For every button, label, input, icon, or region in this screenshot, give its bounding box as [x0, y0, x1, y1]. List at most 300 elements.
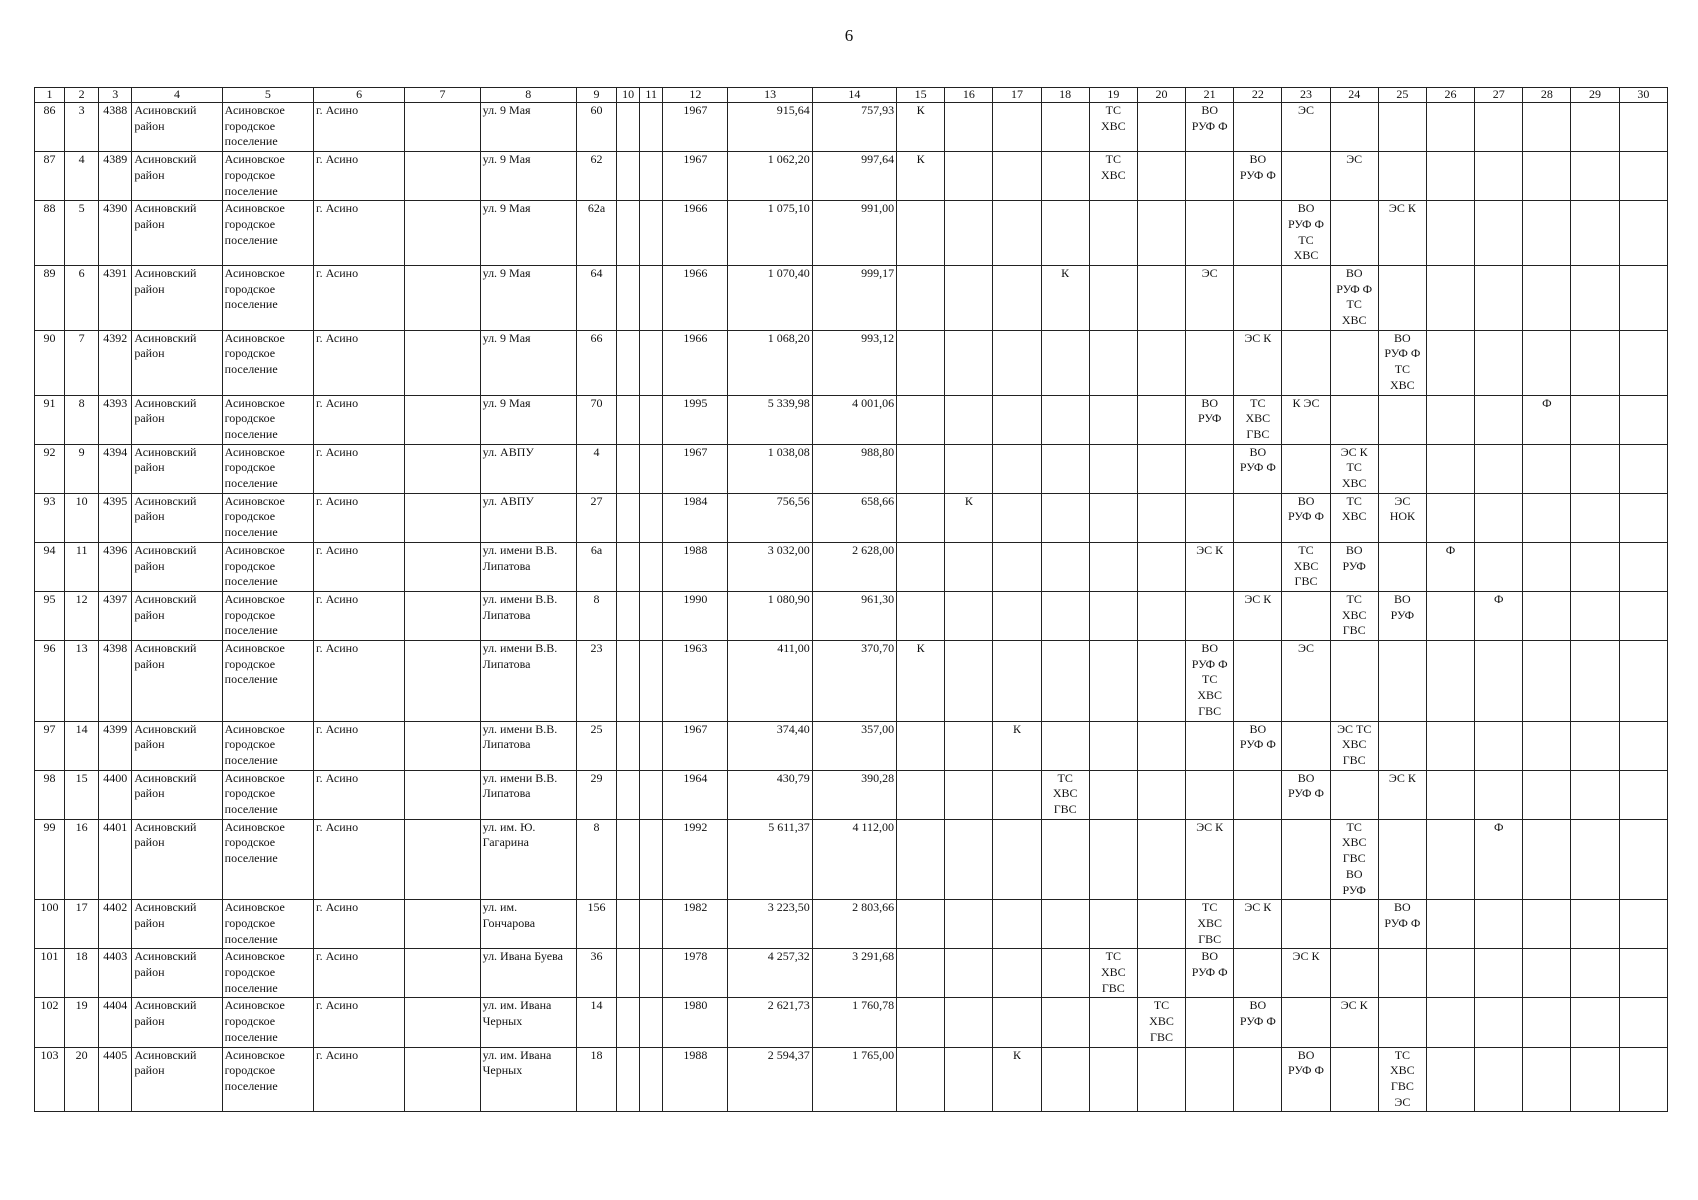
col-10 [617, 900, 640, 949]
row-index: 9 [65, 444, 99, 493]
district-line: Асиновский [134, 949, 197, 964]
work-col-17-line: К [1012, 1047, 1021, 1062]
table-row [35, 542, 1668, 591]
settlement [222, 444, 313, 493]
col-11 [640, 395, 663, 444]
col-10 [617, 591, 640, 640]
work-col-18 [1041, 444, 1089, 493]
row-index: 15 [65, 770, 99, 819]
table-row [35, 591, 1668, 640]
area-total: 756,56 [728, 493, 812, 542]
row-index: 3 [65, 103, 99, 152]
work-col-24 [1330, 1047, 1378, 1112]
settlement [222, 330, 313, 395]
column-header: 15 [897, 88, 945, 103]
col-7 [405, 265, 480, 330]
work-col-25 [1378, 493, 1426, 542]
work-col-27 [1475, 265, 1523, 330]
city: г. Асино [314, 265, 405, 330]
work-col-21 [1186, 444, 1234, 493]
work-col-25 [1378, 900, 1426, 949]
work-col-25 [1378, 201, 1426, 266]
work-col-25-line: ТС [1394, 1047, 1411, 1062]
work-col-30 [1619, 265, 1667, 330]
work-col-19-line: ГВС [1101, 980, 1125, 995]
column-header: 8 [480, 88, 576, 103]
work-col-29 [1571, 998, 1619, 1047]
district-line: Асиновский [134, 201, 197, 216]
object-id: 4389 [99, 152, 132, 201]
city: г. Асино [314, 444, 405, 493]
col-10 [617, 721, 640, 770]
work-col-17-line: К [1012, 721, 1021, 736]
work-col-24 [1330, 330, 1378, 395]
work-col-17 [993, 641, 1041, 722]
object-id: 4398 [99, 641, 132, 722]
work-col-21 [1186, 542, 1234, 591]
work-col-16 [945, 1047, 993, 1112]
city: г. Асино [314, 998, 405, 1047]
work-col-20 [1137, 998, 1185, 1047]
district-line: Асиновский [134, 493, 197, 508]
work-col-24 [1330, 444, 1378, 493]
work-col-18 [1041, 819, 1089, 900]
work-col-20 [1137, 444, 1185, 493]
col-11 [640, 542, 663, 591]
build-year: 1964 [663, 770, 728, 819]
street-line: ул. им. Ю. [482, 819, 536, 834]
district-line: район [134, 915, 165, 930]
district-line: Асиновский [134, 152, 197, 167]
work-col-16 [945, 770, 993, 819]
work-col-27 [1475, 641, 1523, 722]
settlement-line: городское [224, 1063, 276, 1078]
work-col-26 [1426, 395, 1474, 444]
street [480, 949, 576, 998]
build-year: 1967 [663, 721, 728, 770]
work-col-25 [1378, 1047, 1426, 1112]
settlement-line: поселение [224, 980, 278, 995]
settlement-line: Асиновское [224, 152, 285, 167]
row-index: 14 [65, 721, 99, 770]
work-col-29 [1571, 330, 1619, 395]
work-col-21-line: РУФ Ф [1191, 965, 1228, 980]
work-col-21 [1186, 265, 1234, 330]
work-col-18-line: К [1061, 265, 1070, 280]
work-col-24-line: ХВС [1341, 835, 1367, 850]
work-col-23-line: ВО [1297, 1047, 1315, 1062]
work-col-21 [1186, 330, 1234, 395]
col-11 [640, 103, 663, 152]
work-col-15 [897, 900, 945, 949]
work-col-18 [1041, 1047, 1089, 1112]
work-col-20 [1137, 591, 1185, 640]
district-line: Асиновский [134, 1047, 197, 1062]
street-line: ул. 9 Мая [482, 152, 531, 167]
work-col-22 [1234, 770, 1282, 819]
work-col-21-line: ТС [1202, 672, 1218, 687]
settlement-line: городское [224, 460, 276, 475]
city: г. Асино [314, 330, 405, 395]
district-line: район [134, 965, 165, 980]
district-line: Асиновский [134, 591, 197, 606]
work-col-25-line: ВО [1394, 900, 1411, 915]
work-col-24-line: ВО [1345, 265, 1363, 280]
work-col-21-line: ТС [1202, 900, 1218, 915]
object-id: 4405 [99, 1047, 132, 1112]
work-col-26 [1426, 542, 1474, 591]
build-year: 1966 [663, 330, 728, 395]
work-col-20 [1137, 949, 1185, 998]
col-7 [405, 949, 480, 998]
district-line: район [134, 656, 165, 671]
work-col-23 [1282, 1047, 1330, 1112]
settlement-line: поселение [224, 426, 278, 441]
work-col-23-line: ТС [1298, 542, 1314, 557]
work-col-26 [1426, 949, 1474, 998]
work-col-19 [1089, 900, 1137, 949]
district-line: Асиновский [134, 265, 197, 280]
settlement-line: Асиновское [224, 900, 285, 915]
work-col-23-line: ЭС [1298, 641, 1314, 656]
work-col-24 [1330, 998, 1378, 1047]
work-col-19 [1089, 591, 1137, 640]
work-col-21-line: РУФ Ф [1191, 656, 1228, 671]
work-col-21-line: ВО [1201, 395, 1219, 410]
build-year: 1967 [663, 152, 728, 201]
work-col-27 [1475, 819, 1523, 900]
work-col-18 [1041, 265, 1089, 330]
build-year: 1966 [663, 265, 728, 330]
work-col-28-line: Ф [1542, 395, 1552, 410]
area-total: 2 594,37 [728, 1047, 812, 1112]
settlement [222, 1047, 313, 1112]
work-col-29 [1571, 152, 1619, 201]
work-col-28 [1523, 721, 1571, 770]
work-col-23-line: РУФ Ф [1288, 216, 1324, 231]
settlement-line: поселение [224, 183, 278, 198]
district [132, 949, 222, 998]
area-total: 3 032,00 [728, 542, 812, 591]
build-year: 1966 [663, 201, 728, 266]
work-col-22 [1234, 330, 1282, 395]
col-7 [405, 330, 480, 395]
settlement-line: поселение [224, 623, 278, 638]
work-col-22 [1234, 900, 1282, 949]
object-id: 4396 [99, 542, 132, 591]
work-col-25-line: РУФ [1390, 607, 1415, 622]
work-col-24-line: ВО [1345, 866, 1363, 881]
settlement [222, 641, 313, 722]
work-col-29 [1571, 395, 1619, 444]
work-col-21 [1186, 493, 1234, 542]
work-col-19-line: ХВС [1100, 118, 1126, 133]
settlement-line: Асиновское [224, 770, 285, 785]
work-col-19 [1089, 103, 1137, 152]
column-header: 29 [1571, 88, 1619, 103]
house-number: 23 [576, 641, 616, 722]
settlement-line: Асиновское [224, 641, 285, 656]
work-col-15 [897, 152, 945, 201]
work-col-19 [1089, 395, 1137, 444]
street-line: ул. 9 Мая [482, 201, 531, 216]
work-col-17 [993, 721, 1041, 770]
col-7 [405, 103, 480, 152]
work-col-15 [897, 770, 945, 819]
object-id: 4403 [99, 949, 132, 998]
row-number: 97 [35, 721, 65, 770]
col-7 [405, 591, 480, 640]
work-col-20 [1137, 542, 1185, 591]
house-number: 27 [576, 493, 616, 542]
area-living: 1 760,78 [812, 998, 896, 1047]
work-col-30 [1619, 819, 1667, 900]
work-col-30 [1619, 542, 1667, 591]
work-col-15 [897, 103, 945, 152]
work-col-15 [897, 201, 945, 266]
row-number: 94 [35, 542, 65, 591]
work-col-23 [1282, 330, 1330, 395]
table-row [35, 900, 1668, 949]
area-living: 390,28 [812, 770, 896, 819]
work-col-23-line: РУФ Ф [1288, 1063, 1324, 1078]
column-number-header [35, 88, 1668, 103]
col-11 [640, 770, 663, 819]
district [132, 330, 222, 395]
work-col-18 [1041, 201, 1089, 266]
work-col-25-line: ХВС [1390, 1063, 1415, 1078]
work-col-21-line: ВО [1201, 949, 1219, 964]
work-col-22 [1234, 998, 1282, 1047]
work-col-23 [1282, 395, 1330, 444]
street-line: Липатова [482, 737, 531, 752]
work-col-27 [1475, 493, 1523, 542]
street [480, 900, 576, 949]
street [480, 542, 576, 591]
district-line: Асиновский [134, 103, 197, 117]
work-col-30 [1619, 152, 1667, 201]
work-col-23 [1282, 265, 1330, 330]
work-col-15 [897, 641, 945, 722]
col-10 [617, 1047, 640, 1112]
work-col-25-line: НОК [1389, 509, 1416, 524]
district-line: район [134, 346, 165, 361]
col-10 [617, 819, 640, 900]
work-col-15 [897, 591, 945, 640]
work-col-15-line: К [916, 641, 925, 656]
work-col-25 [1378, 542, 1426, 591]
col-11 [640, 330, 663, 395]
col-10 [617, 330, 640, 395]
work-col-28 [1523, 265, 1571, 330]
work-col-18 [1041, 542, 1089, 591]
work-col-27 [1475, 395, 1523, 444]
settlement-line: городское [224, 965, 276, 980]
work-col-22 [1234, 103, 1282, 152]
work-col-30 [1619, 641, 1667, 722]
work-col-19 [1089, 1047, 1137, 1112]
work-col-23 [1282, 900, 1330, 949]
work-col-22 [1234, 591, 1282, 640]
work-col-17 [993, 103, 1041, 152]
work-col-18 [1041, 721, 1089, 770]
col-7 [405, 493, 480, 542]
col-10 [617, 103, 640, 152]
work-col-22-line: ЭС К [1244, 591, 1272, 606]
district-line: район [134, 835, 165, 850]
work-col-17 [993, 900, 1041, 949]
build-year: 1967 [663, 103, 728, 152]
work-col-19 [1089, 493, 1137, 542]
work-col-29 [1571, 770, 1619, 819]
work-col-21-line: ЭС К [1196, 819, 1224, 834]
settlement-line: городское [224, 915, 276, 930]
work-col-30 [1619, 330, 1667, 395]
area-total: 4 257,32 [728, 949, 812, 998]
work-col-19 [1089, 949, 1137, 998]
column-header: 12 [663, 88, 728, 103]
work-col-27 [1475, 721, 1523, 770]
work-col-16 [945, 591, 993, 640]
settlement-line: городское [224, 509, 276, 524]
work-col-24 [1330, 152, 1378, 201]
district-line: Асиновский [134, 770, 197, 785]
work-col-22 [1234, 152, 1282, 201]
settlement-line: поселение [224, 672, 278, 687]
work-col-30 [1619, 998, 1667, 1047]
settlement-line: поселение [224, 297, 278, 312]
work-col-19-line: ТС [1105, 103, 1121, 117]
district-line: Асиновский [134, 819, 197, 834]
work-col-18 [1041, 395, 1089, 444]
settlement-line: Асиновское [224, 998, 285, 1013]
settlement-line: поселение [224, 232, 278, 247]
work-col-27 [1475, 103, 1523, 152]
house-number: 62а [576, 201, 616, 266]
work-col-25 [1378, 641, 1426, 722]
col-11 [640, 1047, 663, 1112]
work-col-15 [897, 998, 945, 1047]
work-col-24-line: РУФ [1342, 558, 1366, 573]
district [132, 201, 222, 266]
settlement [222, 591, 313, 640]
work-col-29 [1571, 201, 1619, 266]
work-col-23 [1282, 591, 1330, 640]
row-number: 100 [35, 900, 65, 949]
col-10 [617, 444, 640, 493]
work-col-22 [1234, 444, 1282, 493]
table-row [35, 770, 1668, 819]
area-living: 991,00 [812, 201, 896, 266]
work-col-19 [1089, 770, 1137, 819]
settlement-line: поселение [224, 1078, 278, 1093]
settlement-line: Асиновское [224, 542, 285, 557]
work-col-19 [1089, 152, 1137, 201]
work-col-17 [993, 493, 1041, 542]
work-col-18 [1041, 641, 1089, 722]
column-header: 6 [314, 88, 405, 103]
work-col-22-line: ВО [1249, 721, 1267, 736]
work-col-24 [1330, 542, 1378, 591]
district-line: район [134, 1063, 165, 1078]
settlement-line: городское [224, 346, 276, 361]
work-col-16 [945, 330, 993, 395]
work-col-27 [1475, 152, 1523, 201]
table-row [35, 493, 1668, 542]
street-line: Гагарина [482, 835, 529, 850]
work-col-17 [993, 591, 1041, 640]
work-col-20 [1137, 152, 1185, 201]
work-col-24 [1330, 103, 1378, 152]
work-col-26 [1426, 444, 1474, 493]
district [132, 444, 222, 493]
column-header: 13 [728, 88, 812, 103]
col-10 [617, 641, 640, 722]
object-id: 4390 [99, 201, 132, 266]
table-row [35, 201, 1668, 266]
city: г. Асино [314, 949, 405, 998]
work-col-15 [897, 395, 945, 444]
settlement [222, 949, 313, 998]
work-col-21 [1186, 152, 1234, 201]
work-col-28 [1523, 201, 1571, 266]
street-line: Гончарова [482, 915, 536, 930]
work-col-23 [1282, 819, 1330, 900]
work-col-21-line: РУФ Ф [1191, 118, 1228, 133]
row-number: 92 [35, 444, 65, 493]
col-11 [640, 998, 663, 1047]
work-col-22 [1234, 721, 1282, 770]
work-col-22 [1234, 819, 1282, 900]
work-col-24-line: ТС [1346, 460, 1362, 475]
work-col-21 [1186, 1047, 1234, 1112]
district [132, 819, 222, 900]
work-col-17 [993, 152, 1041, 201]
build-year: 1980 [663, 998, 728, 1047]
work-col-23 [1282, 542, 1330, 591]
work-col-26 [1426, 900, 1474, 949]
work-col-30 [1619, 444, 1667, 493]
work-col-25 [1378, 591, 1426, 640]
work-col-27-line: Ф [1493, 591, 1504, 606]
work-col-21-line: ВО [1201, 103, 1219, 117]
work-col-17 [993, 201, 1041, 266]
district [132, 152, 222, 201]
work-col-30 [1619, 493, 1667, 542]
table-row [35, 1047, 1668, 1112]
row-index: 16 [65, 819, 99, 900]
settlement [222, 542, 313, 591]
street-line: ул. 9 Мая [482, 330, 531, 345]
work-col-21-line: ХВС [1197, 688, 1223, 703]
house-number: 4 [576, 444, 616, 493]
work-col-23 [1282, 949, 1330, 998]
column-header: 22 [1234, 88, 1282, 103]
district-line: район [134, 786, 165, 801]
work-col-30 [1619, 591, 1667, 640]
city: г. Асино [314, 591, 405, 640]
work-col-18 [1041, 591, 1089, 640]
column-header: 2 [65, 88, 99, 103]
district [132, 1047, 222, 1112]
build-year: 1990 [663, 591, 728, 640]
street-line: ул. АВПУ [482, 444, 534, 459]
work-col-25-line: ЭС К [1388, 201, 1416, 216]
district-line: район [134, 118, 165, 133]
work-col-25 [1378, 265, 1426, 330]
row-index: 5 [65, 201, 99, 266]
city: г. Асино [314, 770, 405, 819]
